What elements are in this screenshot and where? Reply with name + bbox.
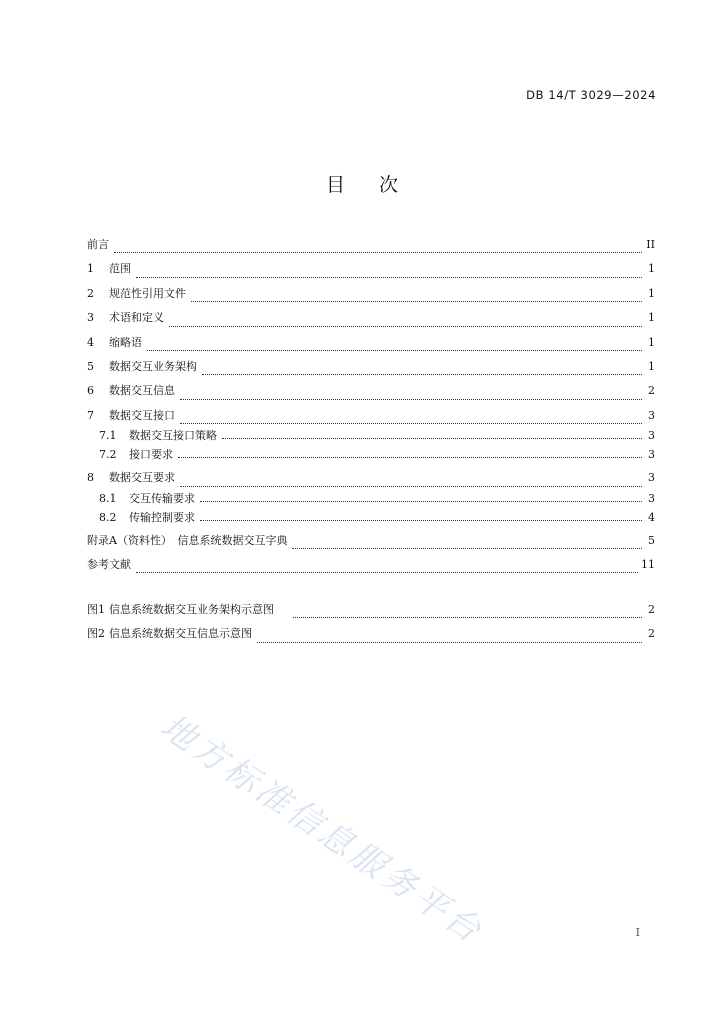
toc-entry-page: 1 — [648, 311, 655, 325]
toc-entry-page: 3 — [648, 491, 655, 505]
table-of-contents — [87, 236, 655, 580]
toc-entry-6[interactable] — [87, 382, 655, 406]
toc-entry-label: 缩略语 — [109, 335, 142, 349]
figure-entry-1[interactable] — [87, 601, 655, 625]
toc-entry-2[interactable] — [87, 285, 655, 309]
toc-entry-8-1[interactable] — [87, 490, 655, 509]
document-code: DB 14/T 3029—2024 — [526, 88, 656, 102]
toc-entry-label: 规范性引用文件 — [109, 286, 186, 300]
toc-entry-label: 范围 — [109, 262, 131, 276]
dot-leader — [191, 300, 642, 302]
toc-entry-label: 参考文献 — [87, 557, 131, 571]
toc-entry-label: 数据交互业务架构 — [109, 359, 197, 373]
dot-leader — [178, 456, 642, 458]
toc-entry-page: 1 — [648, 359, 655, 373]
figure-entry-number: 图2 — [87, 627, 105, 641]
toc-entry-number: 4 — [87, 335, 94, 349]
toc-entry-page: 4 — [648, 510, 655, 524]
toc-entry-page: 3 — [648, 471, 655, 485]
toc-entry-7-2[interactable] — [87, 446, 655, 465]
toc-entry-number: 7.2 — [99, 448, 117, 462]
toc-entry-number: 8 — [87, 471, 94, 485]
toc-entry-number: 1 — [87, 262, 94, 276]
toc-entry-8-2[interactable] — [87, 509, 655, 528]
dot-leader — [114, 251, 642, 253]
dot-leader — [292, 547, 642, 549]
toc-entry-label: 术语和定义 — [109, 311, 164, 325]
toc-title: 目次 — [325, 174, 432, 196]
dot-leader — [180, 398, 642, 400]
toc-entry-number: 2 — [87, 286, 94, 300]
dot-leader — [169, 325, 642, 327]
dot-leader — [147, 349, 642, 351]
toc-entry-number: 7 — [87, 408, 94, 422]
toc-entry-page: 3 — [648, 448, 655, 462]
toc-entry-4[interactable] — [87, 334, 655, 358]
toc-entry-page: 5 — [648, 533, 655, 547]
toc-entry-3[interactable] — [87, 309, 655, 333]
toc-entry-number: 6 — [87, 384, 94, 398]
toc-entry-page: II — [646, 238, 655, 251]
toc-entry-number: 8.1 — [99, 491, 117, 505]
figure-entry-page: 2 — [648, 627, 655, 641]
toc-entry-label: 传输控制要求 — [129, 510, 195, 524]
dot-leader — [202, 373, 642, 375]
toc-entry-label: 前言 — [87, 238, 109, 251]
dot-leader — [200, 500, 642, 502]
toc-entry-references[interactable] — [87, 556, 655, 580]
figure-entry-label: 信息系统数据交互信息示意图 — [109, 627, 252, 641]
figure-entry-label: 信息系统数据交互业务架构示意图 — [109, 603, 274, 616]
toc-entry-page: 1 — [648, 335, 655, 349]
toc-entry-label: 数据交互要求 — [109, 471, 175, 485]
toc-entry-page: 3 — [648, 429, 655, 443]
toc-entry-page: 3 — [648, 408, 655, 422]
toc-entry-label: 数据交互接口 — [109, 408, 175, 422]
toc-entry-foreword[interactable] — [87, 236, 655, 260]
page-number: I — [635, 926, 640, 939]
toc-entry-appendix-a[interactable] — [87, 532, 655, 556]
list-of-figures — [87, 601, 655, 650]
watermark: 地方标准信息服务平台 — [153, 706, 491, 953]
toc-entry-label: 接口要求 — [129, 448, 173, 462]
toc-entry-number: 7.1 — [99, 429, 117, 443]
figure-entry-2[interactable] — [87, 625, 655, 649]
toc-entry-number: 8.2 — [99, 510, 117, 524]
toc-entry-page: 11 — [641, 557, 655, 571]
toc-entry-number: 3 — [87, 311, 94, 325]
dot-leader — [180, 422, 642, 424]
toc-entry-label: 附录A（资料性） 信息系统数据交互字典 — [87, 533, 288, 547]
dot-leader — [257, 641, 642, 643]
figure-entry-number: 图1 — [87, 603, 105, 616]
dot-leader — [136, 276, 642, 278]
dot-leader — [222, 437, 642, 439]
toc-entry-page: 2 — [648, 384, 655, 398]
toc-entry-1[interactable] — [87, 260, 655, 284]
dot-leader — [180, 485, 642, 487]
toc-entry-label: 交互传输要求 — [129, 491, 195, 505]
toc-entry-label: 数据交互信息 — [109, 384, 175, 398]
toc-entry-page: 1 — [648, 286, 655, 300]
dot-leader — [136, 571, 638, 573]
toc-entry-5[interactable] — [87, 358, 655, 382]
toc-entry-7-1[interactable] — [87, 427, 655, 446]
toc-entry-number: 5 — [87, 359, 94, 373]
dot-leader — [200, 519, 642, 521]
toc-entry-label: 数据交互接口策略 — [129, 429, 217, 443]
dot-leader — [293, 616, 642, 618]
figure-entry-page: 2 — [648, 603, 655, 616]
toc-entry-page: 1 — [648, 262, 655, 276]
